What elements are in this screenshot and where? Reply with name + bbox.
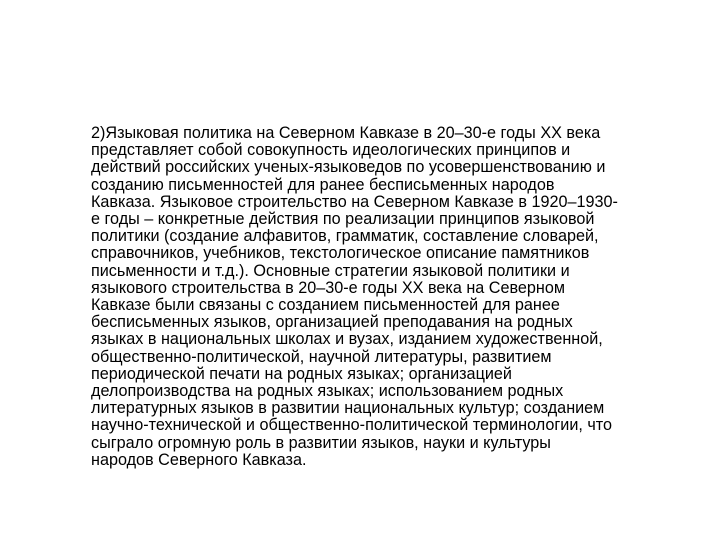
text-line: общественно-политической, научной литературы, развитием	[91, 347, 552, 366]
text-line: политики (создание алфавитов, грамматик, составление словарей,	[91, 227, 599, 246]
text-line: действий российских ученых-языковедов по усовершенствованию и	[91, 158, 606, 177]
text-line: литературных языков в развитии национальных культур; созданием	[91, 399, 605, 418]
text-line: письменности и т.д.). Основные стратегии языковой политики и	[91, 261, 570, 280]
text-line: народов Северного Кавказа.	[91, 450, 307, 469]
text-line: 2)Языковая политика на Северном Кавказе в 20–30-е годы XX века	[91, 124, 601, 142]
text-line: представляет собой совокупность идеологических принципов и	[91, 141, 571, 160]
text-line: языках в национальных школах и вузах, изданием художественной,	[91, 330, 603, 349]
text-line: бесписьменных языков, организацией преподавания на родных	[91, 313, 573, 332]
text-line: научно-технической и общественно-политической терминологии, что	[91, 416, 613, 435]
text-line: е годы – конкретные действия по реализации принципов языковой	[91, 210, 595, 229]
text-line: делопроизводства на родных языках; использованием родных	[91, 382, 564, 401]
text-line: Кавказа. Языковое строительство на Северном Кавказе в 1920–1930-	[91, 192, 618, 211]
text-line: сыграло огромную роль в развитии языков, науки и культуры	[91, 433, 551, 452]
text-line: Кавказе были связаны с созданием письменностей для ранее	[91, 296, 560, 315]
text-line: периодической печати на родных языках; организацией	[91, 364, 512, 383]
text-line: созданию письменностей для ранее бесписьменных народов	[91, 175, 555, 194]
text-line: справочников, учебников, текстологическое описание памятников	[91, 244, 590, 263]
body-text	[91, 125, 681, 469]
text-line: языкового строительства в 20–30-е годы XX века на Северном	[91, 278, 565, 297]
